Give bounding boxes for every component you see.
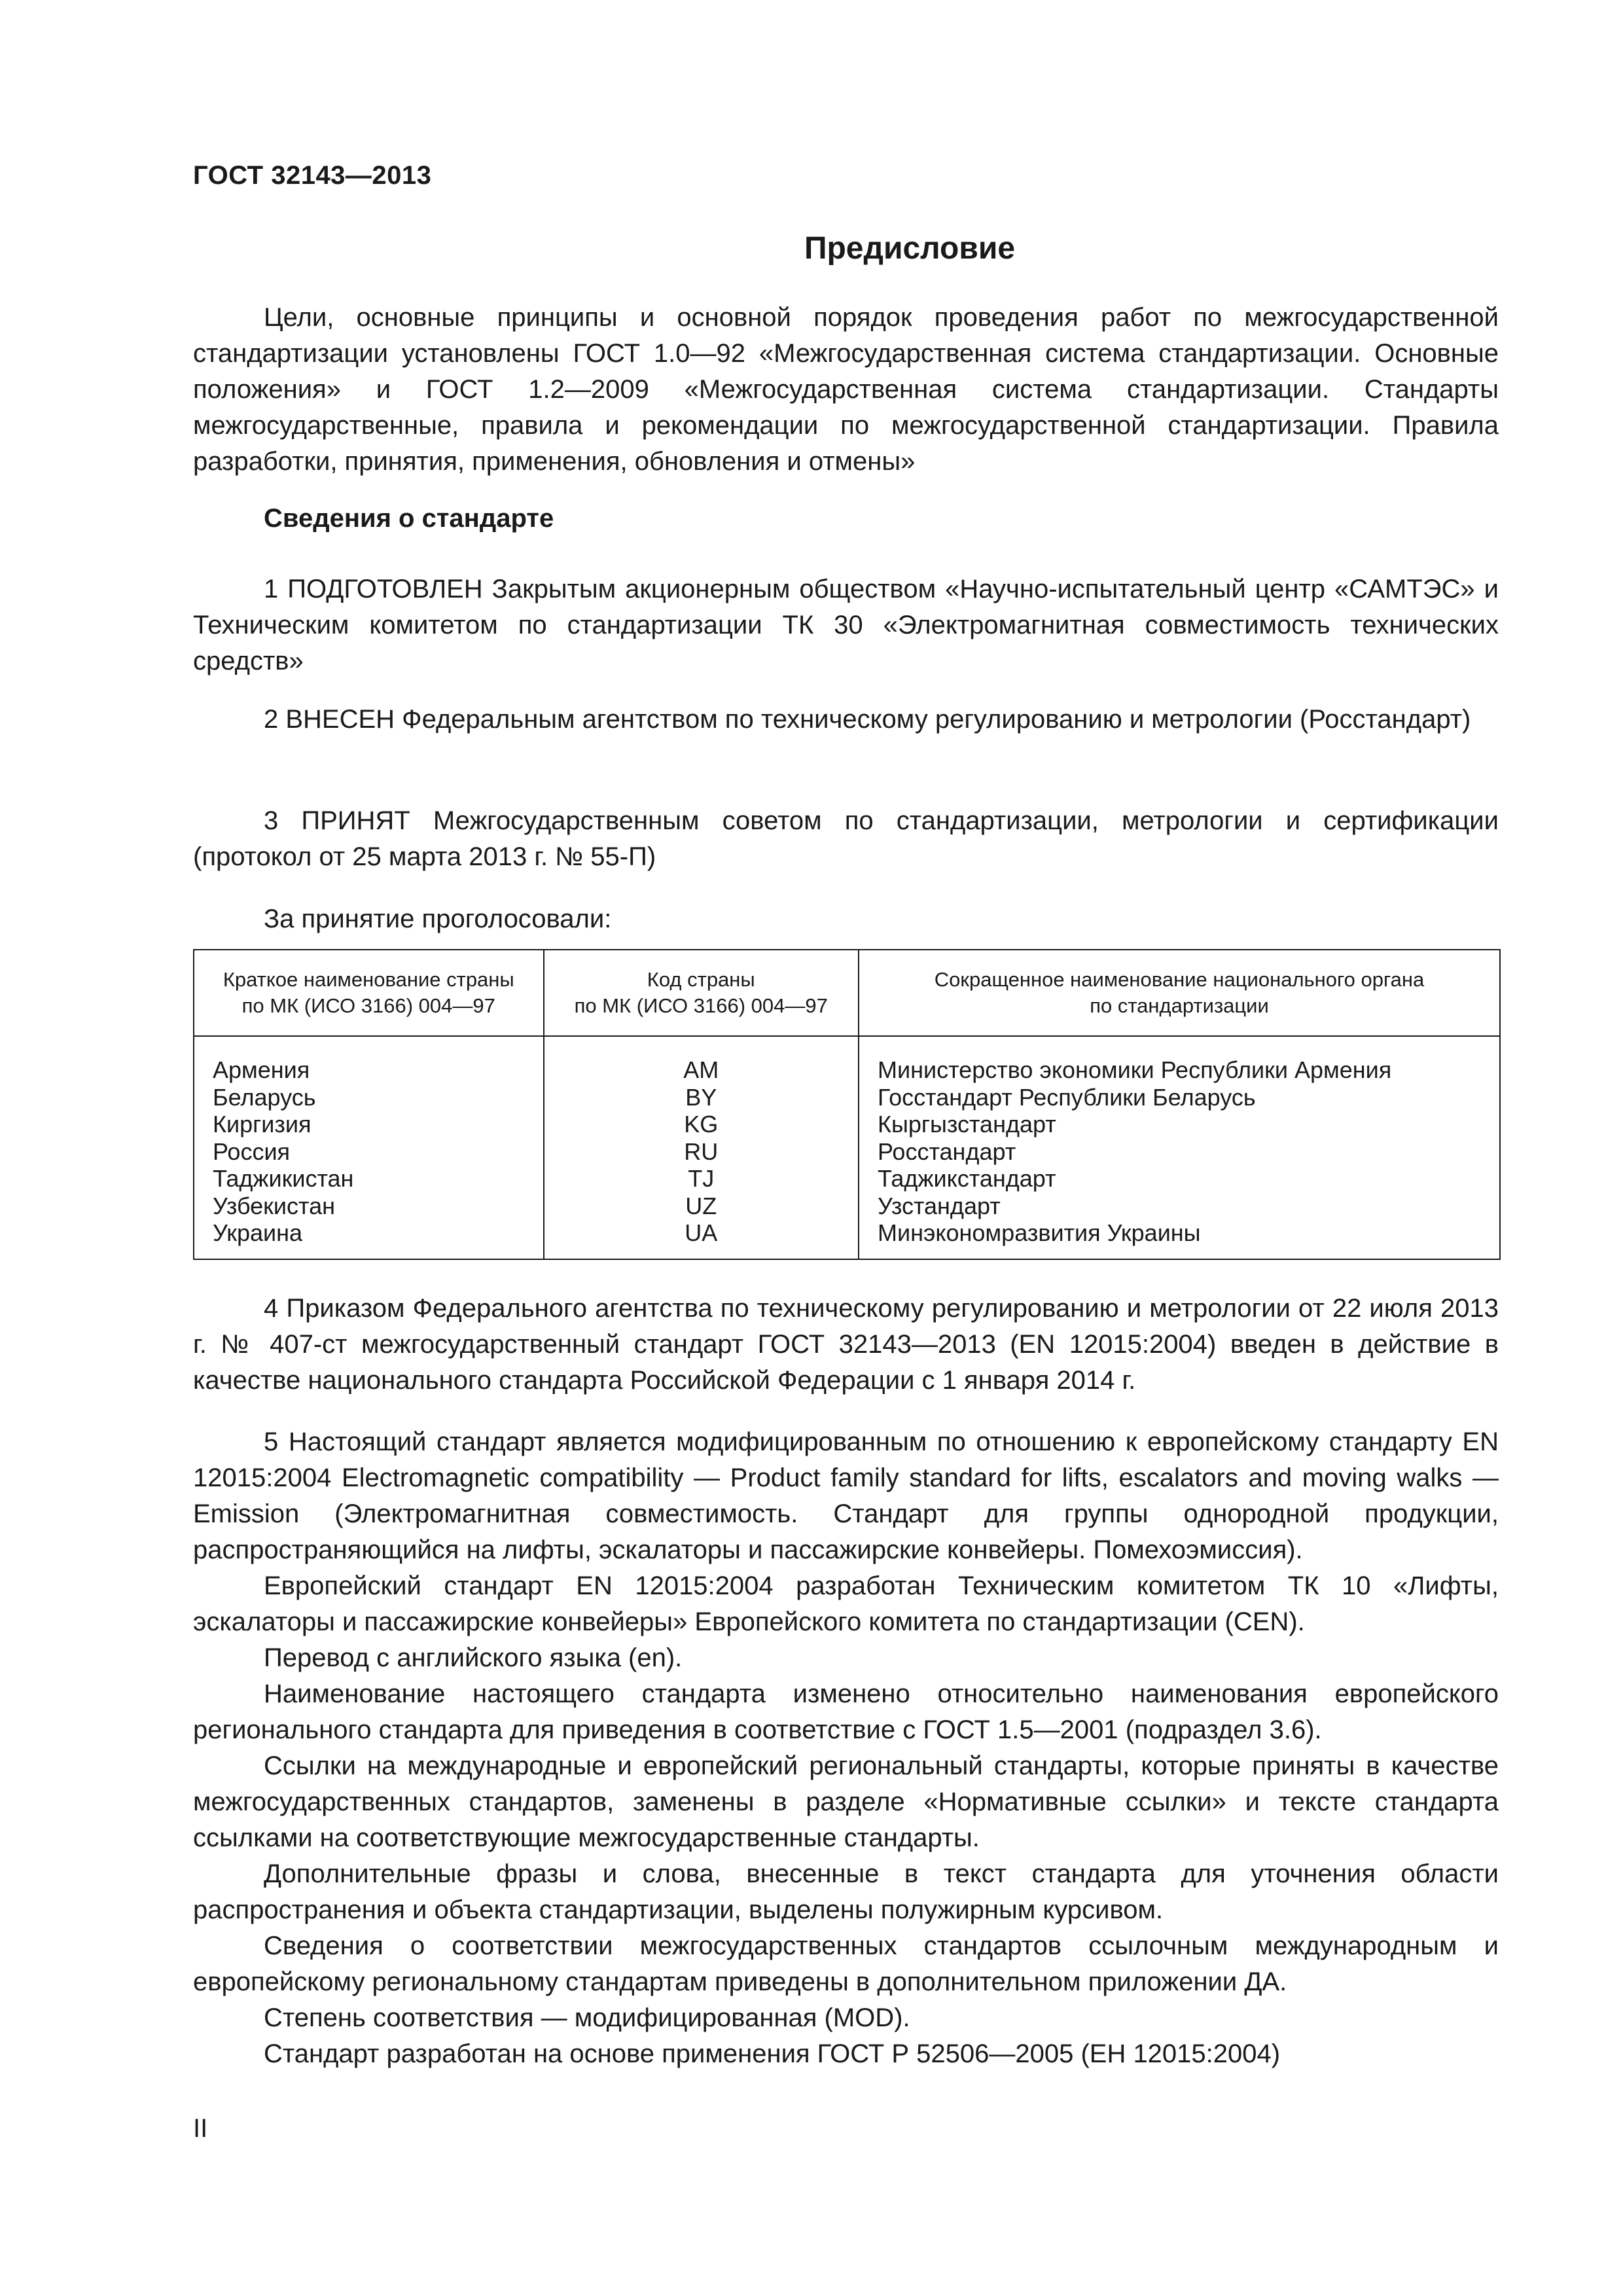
item-5-paragraph: Европейский стандарт EN 12015:2004 разработан Техническим комитетом ТК 10 «Лифты, эскалаторы и пассажирские конвейеры» Европейского комитета по стандартизации (CEN). bbox=[193, 1571, 1499, 1636]
country-name: Армения bbox=[213, 1056, 310, 1083]
standards-body-name: Таджикстандарт bbox=[878, 1165, 1056, 1192]
country-code: TJ bbox=[688, 1165, 715, 1192]
country-code: UA bbox=[685, 1219, 718, 1246]
item-5-paragraph: Сведения о соответствии межгосударственных стандартов ссылочным международным и европейскому региональному стандартам приведены в дополнительном приложении ДА. bbox=[193, 1931, 1499, 1996]
item-1-block bbox=[193, 571, 1499, 679]
header-country bbox=[194, 950, 544, 1036]
item-5-paragraph: Дополнительные фразы и слова, внесенные в текст стандарта для уточнения области распространения и объекта стандартизации, выделены полужирным курсивом. bbox=[193, 1859, 1499, 1924]
table-header-row bbox=[194, 950, 1500, 1036]
standards-body-name: Кыргызстандарт bbox=[878, 1111, 1056, 1138]
country-name: Россия bbox=[213, 1138, 291, 1165]
intro-paragraph: Цели, основные принципы и основной порядок проведения работ по межгосударственной стандартизации установлены ГОСТ 1.0—92 «Межгосударственная система стандартизации. Основные положения» и ГОСТ 1.2—2009 «Межгосударственная система стандартизации. Стандарты межгосударственные, правила и рекомендации по межгосударственной стандартизации. Правила разработки, принятия, применения, обновления и отмены» bbox=[193, 303, 1499, 476]
country-code: UZ bbox=[685, 1192, 717, 1219]
item-5-paragraph: Ссылки на международные и европейский региональный стандарты, которые приняты в качестве межгосударственных стандартов, заменены в разделе «Нормативные ссылки» и тексте стандарта ссылками на соответствующие межгосударственные стандарты. bbox=[193, 1751, 1499, 1852]
item-4-paragraph: 4 Приказом Федерального агентства по техническому регулированию и метрологии от 22 июля 2013 г. № 407-ст межгосударственный стандарт ГОСТ 32143—2013 (EN 12015:2004) введен в действие в качестве национального стандарта Российской Федерации с 1 января 2014 г. bbox=[193, 1294, 1499, 1395]
countries-table bbox=[193, 949, 1501, 1260]
page-title: Предисловие bbox=[804, 231, 1016, 266]
country-name: Украина bbox=[213, 1219, 303, 1246]
header-country-line2: по МК (ИСО 3166) 004—97 bbox=[241, 994, 495, 1017]
item-3-block bbox=[193, 803, 1499, 875]
country-code: RU bbox=[684, 1138, 719, 1165]
item-5-block bbox=[193, 1424, 1499, 2072]
voted-label: За принятие проголосовали: bbox=[264, 905, 612, 933]
country-column bbox=[194, 1036, 544, 1259]
page-number: II bbox=[193, 2114, 208, 2143]
header-body bbox=[859, 950, 1500, 1036]
item-2-paragraph: 2 ВНЕСЕН Федеральным агентством по техническому регулированию и метрологии (Росстандарт) bbox=[264, 705, 1471, 734]
header-body-line2: по стандартизации bbox=[1090, 994, 1269, 1017]
header-code bbox=[544, 950, 859, 1036]
code-column bbox=[544, 1036, 859, 1259]
standards-body-name: Узстандарт bbox=[878, 1192, 1001, 1219]
header-body-line1: Сокращенное наименование национального органа bbox=[934, 968, 1425, 991]
item-5-paragraph: 5 Настоящий стандарт является модифицированным по отношению к европейскому стандарту EN 12015:2004 Electromagnetic compatibility — Product family standard for lifts, escalators and moving walks — Emission (Электромагнитная совместимость. Стандарт для группы однородной продукции, распространяющийся на лифты, эскалаторы и пассажирские конвейеры. Помехоэмиссия). bbox=[193, 1427, 1499, 1564]
country-name: Узбекистан bbox=[213, 1192, 336, 1219]
country-name: Киргизия bbox=[213, 1111, 312, 1138]
country-name: Таджикистан bbox=[213, 1165, 354, 1192]
country-name: Беларусь bbox=[213, 1083, 316, 1111]
standards-body-name: Министерство экономики Республики Армения bbox=[878, 1056, 1392, 1083]
country-code: AM bbox=[683, 1056, 719, 1083]
item-1-paragraph: 1 ПОДГОТОВЛЕН Закрытым акционерным обществом «Научно-испытательный центр «САМТЭС» и Техническим комитетом по стандартизации ТК 30 «Электромагнитная совместимость технических средств» bbox=[193, 575, 1499, 675]
item-2-block bbox=[193, 702, 1499, 738]
item-5-paragraph: Перевод с английского языка (en). bbox=[264, 1643, 683, 1672]
country-code: BY bbox=[685, 1083, 717, 1111]
item-5-paragraph: Наименование настоящего стандарта изменено относительно наименования европейского регионального стандарта для приведения в соответствие с ГОСТ 1.5—2001 (подраздел 3.6). bbox=[193, 1679, 1499, 1744]
header-code-line2: по МК (ИСО 3166) 004—97 bbox=[574, 994, 828, 1017]
standards-body-name: Минэкономразвития Украины bbox=[878, 1219, 1201, 1246]
intro-paragraph-block bbox=[193, 300, 1499, 480]
section-subheading: Сведения о стандарте bbox=[264, 504, 554, 533]
country-code: KG bbox=[684, 1111, 719, 1138]
item-5-paragraph: Степень соответствия — модифицированная (MOD). bbox=[264, 2003, 910, 2032]
item-4-block bbox=[193, 1291, 1499, 1399]
item-5-paragraph: Стандарт разработан на основе применения ГОСТ Р 52506—2005 (ЕН 12015:2004) bbox=[264, 2039, 1281, 2068]
item-3-paragraph: 3 ПРИНЯТ Межгосударственным советом по стандартизации, метрологии и сертификации (протокол от 25 марта 2013 г. № 55-П) bbox=[193, 806, 1499, 871]
header-code-line1: Код страны bbox=[647, 968, 755, 991]
standards-body-name: Госстандарт Республики Беларусь bbox=[878, 1083, 1256, 1111]
table-body-row bbox=[194, 1036, 1500, 1259]
standards-body-name: Росстандарт bbox=[878, 1138, 1016, 1165]
header-country-line1: Краткое наименование страны bbox=[223, 968, 514, 991]
standards-body-column bbox=[859, 1036, 1500, 1259]
document-code-header: ГОСТ 32143—2013 bbox=[193, 161, 432, 190]
